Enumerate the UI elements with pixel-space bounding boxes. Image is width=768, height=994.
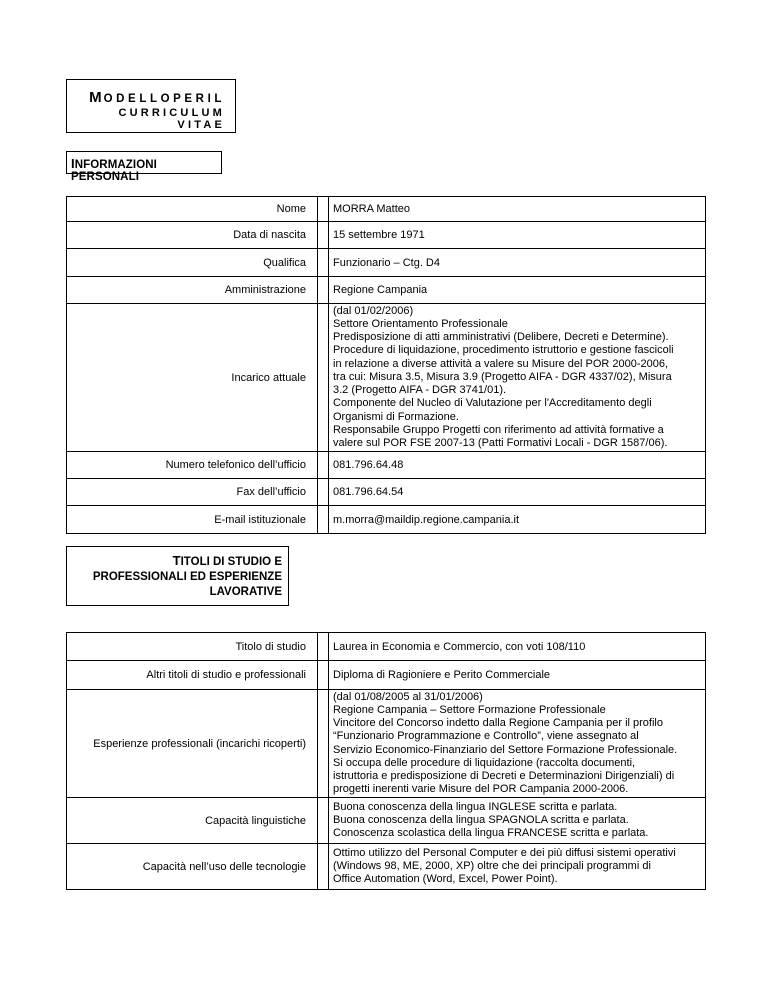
field-value: 15 settembre 1971 bbox=[329, 222, 706, 249]
table-row bbox=[67, 633, 706, 661]
field-value: 081.796.64.48 bbox=[329, 452, 706, 479]
incarico-value: (dal 01/02/2006) Settore Orientamento Professionale Predisposizione di atti amministrativi (Delibere, Decreti e Determine). Procedure di liquidazione, procedimento istruttorio e gestione fascicoli in relazione a diverse attività a valere su Misure del POR 2000-2006, tra cui: Misura 3.5, Misura 3.9 (Progetto AIFA - DGR 4337/02), Misura 3.2 (Progetto AIFA - DGR 3741/01). Componente del Nucleo di Valutazione per l'Accreditamento degli Organismi di Formazione. Responsabile Gruppo Progetti con riferimento ad attività formative a valere sul POR FSE 2007-13 (Patti Formativi Locali - DGR 1587/06). bbox=[329, 304, 706, 452]
table-row bbox=[67, 277, 706, 304]
tecnologie-value: Ottimo utilizzo del Personal Computer e dei più diffusi sistemi operativi (Windows 98, ME, 2000, XP) oltre che dei principali programmi di Office Automation (Word, Excel, Power Point). bbox=[329, 844, 706, 890]
table-row bbox=[67, 506, 706, 534]
field-label: E-mail istituzionale bbox=[67, 506, 318, 534]
field-value: Laurea in Economia e Commercio, con voti 108/110 bbox=[329, 633, 706, 661]
cv-title-line2: CURRICULUM VITAE bbox=[118, 107, 225, 131]
cv-title-line1: MODELLOPERIL bbox=[89, 89, 225, 106]
field-label: Altri titoli di studio e professionali bbox=[67, 661, 318, 690]
field-value: Diploma di Ragioniere e Perito Commerciale bbox=[329, 661, 706, 690]
field-label: Capacità nell’uso delle tecnologie bbox=[67, 844, 318, 890]
field-label: Titolo di studio bbox=[67, 633, 318, 661]
esperienze-value: (dal 01/08/2005 al 31/01/2006) Regione Campania – Settore Formazione Professionale Vincitore del Concorso indetto dalla Regione Campania per il profilo “Funzionario Programmazione e Controllo”, viene assegnato al Servizio Economico-Finanziario del Settore Formazione Professionale. Si occupa delle procedure di liquidazione (raccolta documenti, istruttoria e predisposizione di Decreti e Determinazioni Dirigenziali) di progetti inerenti varie Misure del POR Campania 2000-2006. bbox=[329, 690, 706, 798]
field-label: Fax dell’ufficio bbox=[67, 479, 318, 506]
table-row bbox=[67, 222, 706, 249]
field-label: Nome bbox=[67, 197, 318, 222]
email-value: m.morra@maildip.regione.campania.it bbox=[329, 506, 706, 534]
section-personal-heading: INFORMAZIONI PERSONALI bbox=[66, 151, 222, 174]
field-value: Funzionario – Ctg. D4 bbox=[329, 249, 706, 277]
table-row bbox=[67, 844, 706, 890]
personal-info-table bbox=[66, 196, 706, 534]
cv-title-box bbox=[66, 79, 236, 133]
field-label: Incarico attuale bbox=[67, 304, 318, 452]
field-value: Regione Campania bbox=[329, 277, 706, 304]
field-label: Qualifica bbox=[67, 249, 318, 277]
field-value: 081.796.64.54 bbox=[329, 479, 706, 506]
field-value: MORRA Matteo bbox=[329, 197, 706, 222]
field-label: Data di nascita bbox=[67, 222, 318, 249]
lingue-value: Buona conoscenza della lingua INGLESE scritta e parlata. Buona conoscenza della lingua SPAGNOLA scritta e parlata. Conoscenza scolastica della lingua FRANCESE scritta e parlata. bbox=[329, 798, 706, 844]
table-row bbox=[67, 197, 706, 222]
field-label: Capacità linguistiche bbox=[67, 798, 318, 844]
field-label: Numero telefonico dell’ufficio bbox=[67, 452, 318, 479]
table-row bbox=[67, 452, 706, 479]
section-titoli-heading: TITOLI DI STUDIO E PROFESSIONALI ED ESPERIENZE LAVORATIVE bbox=[66, 546, 289, 606]
table-row bbox=[67, 661, 706, 690]
field-label: Amministrazione bbox=[67, 277, 318, 304]
table-row bbox=[67, 690, 706, 798]
table-row bbox=[67, 304, 706, 452]
table-row bbox=[67, 249, 706, 277]
titoli-table bbox=[66, 632, 706, 890]
table-row bbox=[67, 798, 706, 844]
table-row bbox=[67, 479, 706, 506]
field-label: Esperienze professionali (incarichi ricoperti) bbox=[67, 690, 318, 798]
